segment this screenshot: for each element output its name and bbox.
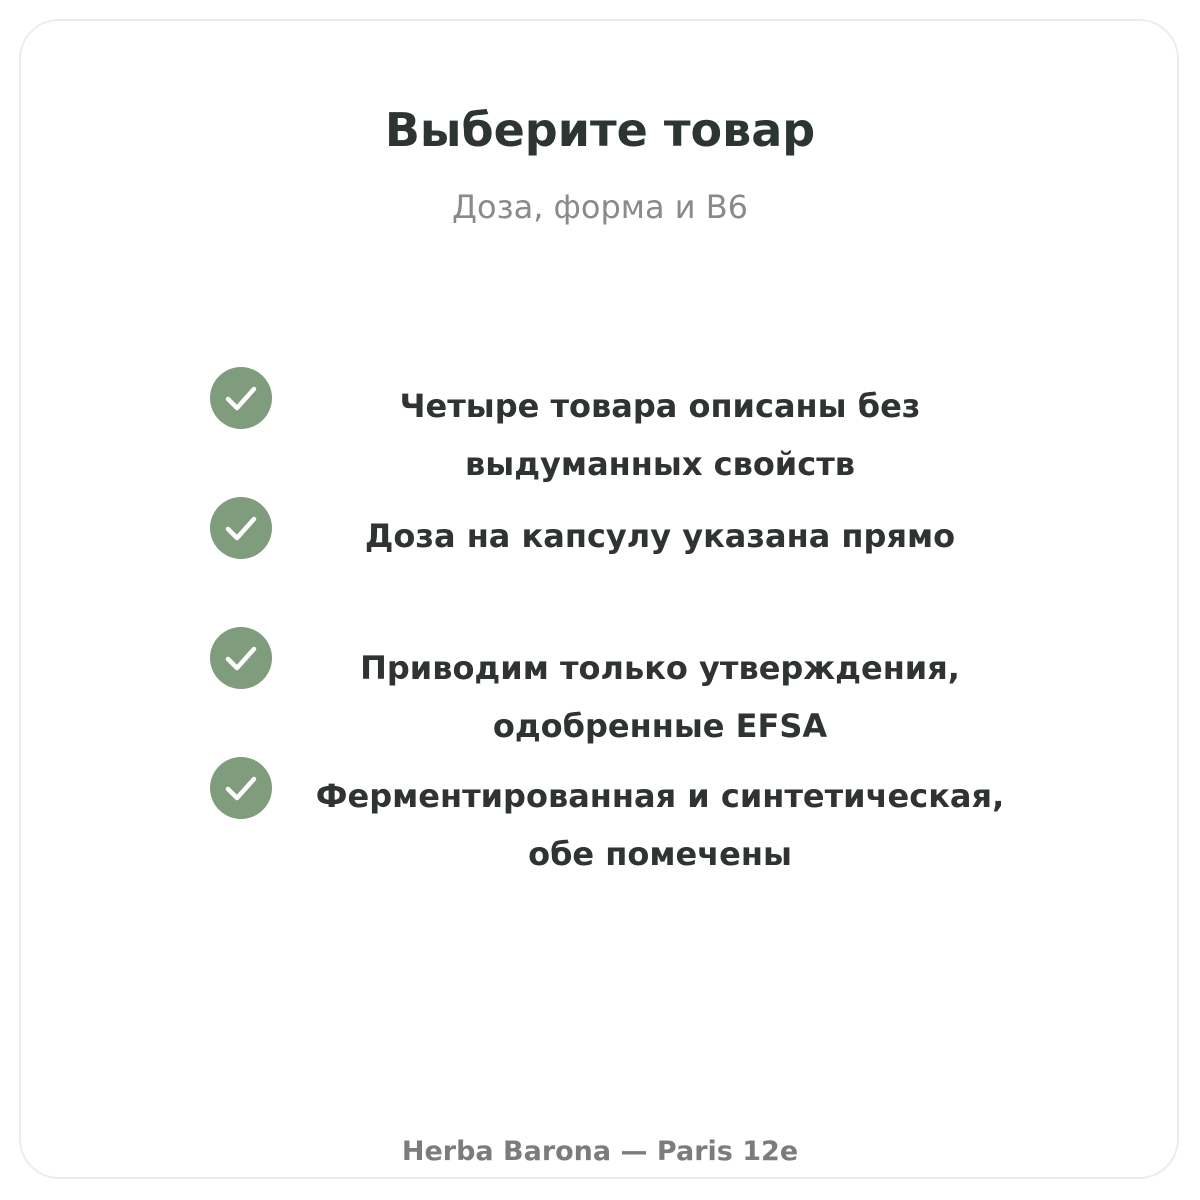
feature-text: Доза на капсулу указана прямо <box>364 517 956 555</box>
checkmark-icon <box>210 627 272 689</box>
feature-item <box>210 627 1110 757</box>
page-subtitle: Доза, форма и B6 <box>452 188 748 226</box>
checkmark-icon <box>210 367 272 429</box>
feature-item <box>210 497 1110 627</box>
feature-text: Приводим только утверждения, одобренные EFSA <box>360 649 960 745</box>
checkmark-icon <box>210 757 272 819</box>
feature-item <box>210 367 1110 497</box>
page-title: Выберите товар <box>384 103 816 157</box>
footer-brand: Herba Barona — Paris 12e <box>401 1136 799 1167</box>
feature-text: Ферментированная и синтетическая, обе помечены <box>315 777 1005 873</box>
feature-item <box>210 757 1110 887</box>
feature-text: Четыре товара описаны без выдуманных свойств <box>399 387 921 483</box>
checkmark-icon <box>210 497 272 559</box>
